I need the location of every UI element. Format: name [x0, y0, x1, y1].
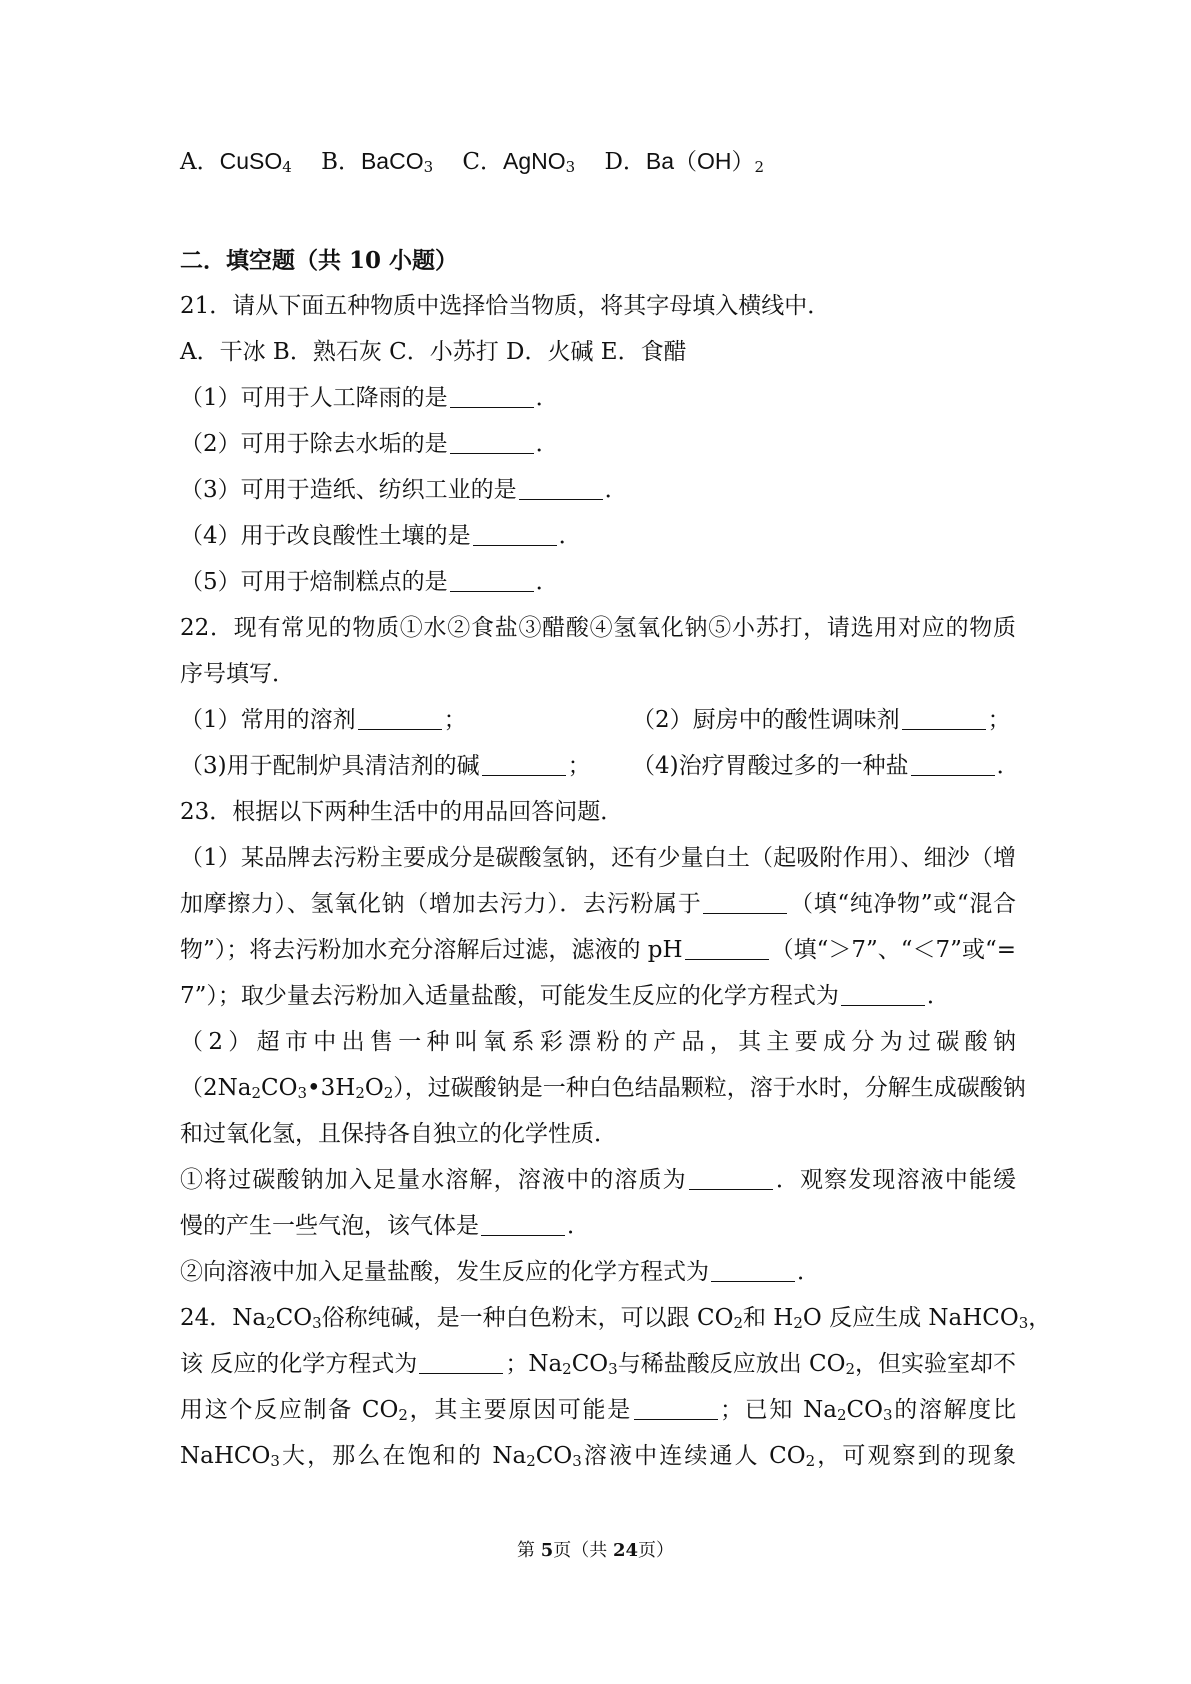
q23-line7: 和过氧化氢，且保持各自独立的化学性质． — [180, 1121, 617, 1147]
page-footer: 第 5页（共 24页） — [516, 1540, 675, 1561]
q24-line4: NaHCO$_3$大，那么在饱和的 $Na_2CO_3$溶液中连续通人 $CO_2$，可观察到的现象 — [180, 1443, 1017, 1470]
q22-stem-cont: 序号填写． — [180, 661, 295, 687]
q23-line10: ②向溶液中加入足量盐酸，发生反应的化学方程式为 ． — [180, 1259, 820, 1285]
q22-stem: 22．现有常见的物质①水②食盐③醋酸④氢氧化钠⑤小苏打，请选用对应的物质 — [180, 615, 1016, 641]
q21-choices: A．干冰 B．熟石灰 C．小苏打 D．火碱 E．食醋 — [180, 339, 687, 365]
q23-line9: 慢的产生一些气泡，该气体是 ． — [180, 1213, 590, 1239]
q23-line1: （1）某品牌去污粉主要成分是碳酸氢钠，还有少量白土（起吸附作用）、细沙（增 — [180, 845, 1016, 871]
q21-part1: （1）可用于人工降雨的是 ． — [180, 385, 559, 411]
answer-blank[interactable] — [481, 1213, 565, 1236]
q23-line5: （2）超市中出售一种叫氧系彩漂粉的产品，其主要成分为过碳酸钠 — [180, 1029, 1016, 1055]
answer-blank[interactable] — [450, 385, 534, 408]
q21-part2: （2）可用于除去水垢的是 ． — [180, 431, 559, 457]
q22-row1: （1）常用的溶剂 ； （2）厨房中的酸性调味剂 ； — [180, 707, 1011, 733]
prev-question-options: A．CuSO$_4$ B．BaCO$_3$ C．AgNO$_3$ D．$Ba(OH)_2$ — [180, 148, 765, 176]
q22-row2: （3)用于配制炉具清洁剂的碱 ； （4)治疗胃酸过多的一种盐 ． — [180, 753, 1020, 779]
answer-blank[interactable] — [911, 753, 995, 776]
answer-blank[interactable] — [450, 431, 534, 454]
page-number: 5 — [540, 1540, 554, 1561]
q23-line2: 加摩擦力）、氢氧化钠（增加去污力）．去污粉属于 （填“纯净物”或“混合 — [180, 891, 1017, 917]
q21-stem: 21．请从下面五种物质中选择恰当物质，将其字母填入横线中． — [180, 293, 831, 319]
answer-blank[interactable] — [685, 937, 769, 960]
q21-part3: （3）可用于造纸、纺织工业的是 ． — [180, 477, 628, 503]
q23-line3: 物”）；将去污粉加水充分溶解后过滤，滤液的 pH （填“＞7”、“＜7”或“= — [180, 937, 1016, 963]
answer-blank[interactable] — [634, 1397, 718, 1420]
option-d-label: D． — [604, 149, 646, 175]
answer-blank[interactable] — [689, 1167, 773, 1190]
page-total: 24 — [612, 1540, 639, 1561]
answer-blank[interactable] — [419, 1351, 503, 1374]
option-c-label: C． — [462, 149, 504, 175]
answer-blank[interactable] — [482, 753, 566, 776]
answer-blank[interactable] — [711, 1259, 795, 1282]
answer-blank[interactable] — [473, 523, 557, 546]
q23-stem: 23．根据以下两种生活中的用品回答问题． — [180, 799, 624, 825]
answer-blank[interactable] — [358, 707, 442, 730]
answer-blank[interactable] — [703, 891, 787, 914]
q23-line6: $(2Na_2CO_3•3H_2O_2)$，过碳酸钠是一种白色结晶颗粒，溶于水时，分解生成碳酸钠 — [180, 1075, 1026, 1102]
q24-line3: 用这个反应制备 $CO_2$，其主要原因可能是 ；已知 $Na_2CO_3$的溶解度比 — [180, 1397, 1017, 1424]
q21-part4: （4）用于改良酸性土壤的是 ． — [180, 523, 582, 549]
q24-line1: 24．$Na_2CO_3$俗称纯碱，是一种白色粉末，可以跟 $CO_2$和 $H_2O$ 反应生成 NaHCO$_3$， — [180, 1305, 1052, 1332]
answer-blank[interactable] — [450, 569, 534, 592]
q23-line4: 7”）；取少量去污粉加入适量盐酸，可能发生反应的化学方程式为 ． — [180, 983, 950, 1009]
q24-line2: 该 反应的化学方程式为 ；$Na_2CO_3$与稀盐酸反应放出 $CO_2$，但实验室却不 — [180, 1351, 1017, 1378]
answer-blank[interactable] — [902, 707, 986, 730]
section-heading: 二．填空题（共 10 小题） — [180, 247, 459, 274]
q21-part5: （5）可用于焙制糕点的是 ． — [180, 569, 559, 595]
answer-blank[interactable] — [519, 477, 603, 500]
option-b-label: B． — [321, 149, 361, 175]
option-a-label: A． — [180, 149, 220, 175]
q23-line8: ①将过碳酸钠加入足量水溶解，溶液中的溶质为 ．观察发现溶液中能缓 — [180, 1167, 1017, 1193]
answer-blank[interactable] — [841, 983, 925, 1006]
